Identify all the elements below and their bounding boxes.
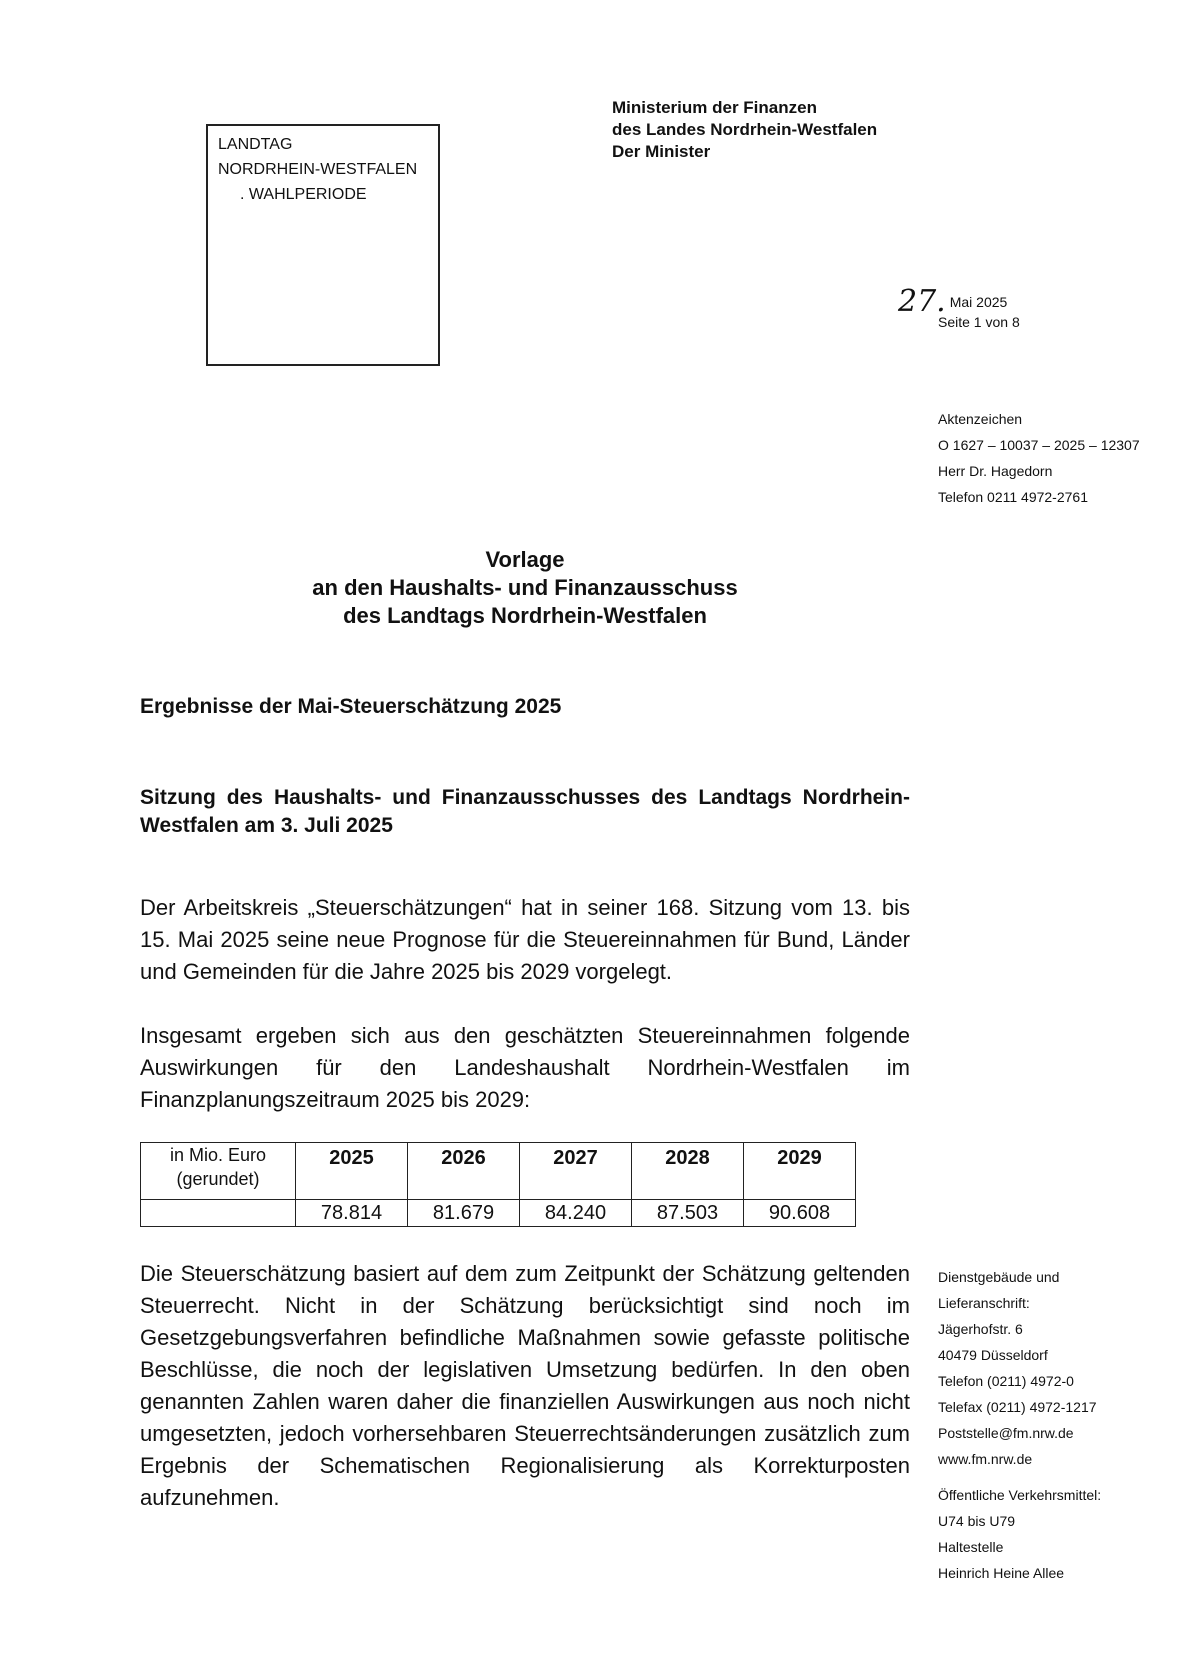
table-empty-cell [141, 1200, 296, 1227]
address-web: www.fm.nrw.de [938, 1451, 1033, 1467]
table-year-header: 2029 [744, 1143, 856, 1200]
reference-phone: Telefon 0211 4972-2761 [938, 489, 1088, 505]
table-year-header: 2026 [408, 1143, 520, 1200]
sender-ministry: Ministerium der Finanzen [612, 98, 817, 117]
table-value-cell: 90.608 [744, 1200, 856, 1227]
date-month-year: Mai 2025 [949, 294, 1008, 310]
table-year-header: 2027 [520, 1143, 632, 1200]
heading-line-1: Vorlage [485, 547, 565, 572]
reference-contact: Herr Dr. Hagedorn [938, 463, 1053, 479]
table-value-cell: 87.503 [632, 1200, 744, 1227]
ministry-address-sidebar [938, 1264, 1101, 1586]
stamp-line-landtag: LANDTAG [218, 136, 293, 153]
address-label: Lieferanschrift: [938, 1295, 1030, 1311]
address-street: Jägerhofstr. 6 [938, 1321, 1023, 1337]
tax-revenue-table [140, 1142, 856, 1227]
table-year-header: 2025 [296, 1143, 408, 1200]
sender-minister: Der Minister [612, 142, 711, 161]
sender-block [612, 97, 877, 163]
document-subject: Ergebnisse der Mai-Steuerschätzung 2025 [140, 695, 562, 718]
landtag-stamp-box [206, 124, 440, 366]
date-day-handwritten: 27. [898, 284, 946, 319]
transit-label: Öffentliche Verkehrsmittel: [938, 1487, 1102, 1503]
page-number: Seite 1 von 8 [938, 314, 1020, 330]
stamp-line-state: NORDRHEIN-WESTFALEN [218, 161, 418, 178]
transit-lines: U74 bis U79 [938, 1513, 1016, 1529]
reference-number: O 1627 – 10037 – 2025 – 12307 [938, 437, 1140, 453]
stop-name: Heinrich Heine Allee [938, 1565, 1065, 1581]
table-value-cell: 84.240 [520, 1200, 632, 1227]
reference-label: Aktenzeichen [938, 411, 1023, 427]
table-unit-cell: in Mio. Euro (gerundet) [141, 1143, 296, 1200]
heading-line-2: an den Haushalts- und Finanzausschuss [312, 575, 738, 600]
body-paragraph: Der Arbeitskreis „Steuerschätzungen“ hat in seiner 168. Sitzung vom 13. bis 15. Mai 2025 seine neue Prognose für die Steuereinnahmen für Bund, Länder und Gemeinden für die Jahre 2025 bis 2029 vorgelegt. [140, 895, 910, 984]
table-value-cell: 81.679 [408, 1200, 520, 1227]
address-city: 40479 Düsseldorf [938, 1347, 1048, 1363]
address-fax: Telefax (0211) 4972-1217 [938, 1399, 1097, 1415]
table-value-cell: 78.814 [296, 1200, 408, 1227]
stamp-line-period: . WAHLPERIODE [240, 186, 367, 203]
address-phone: Telefon (0211) 4972-0 [938, 1373, 1074, 1389]
stop-label: Haltestelle [938, 1539, 1004, 1555]
document-heading [0, 546, 1050, 630]
session-info: Sitzung des Haushalts- und Finanzausschusses des Landtags Nordrhein-Westfalen am 3. Juli 2025 [140, 786, 910, 837]
date-block [898, 284, 1020, 334]
heading-line-3: des Landtags Nordrhein-Westfalen [343, 603, 707, 628]
file-reference-block [938, 406, 1140, 510]
address-email: Poststelle@fm.nrw.de [938, 1425, 1074, 1441]
sender-state: des Landes Nordrhein-Westfalen [612, 120, 878, 139]
address-label: Dienstgebäude und [938, 1269, 1060, 1285]
table-row [141, 1200, 856, 1227]
body-paragraph: Insgesamt ergeben sich aus den geschätzten Steuereinnahmen folgende Auswirkungen für den Landeshaushalt Nordrhein-Westfalen im Finanzplanungszeitraum 2025 bis 2029: [140, 1023, 910, 1112]
spacer [938, 1472, 1101, 1482]
body-paragraph: Die Steuerschätzung basiert auf dem zum Zeitpunkt der Schätzung geltenden Steuerrecht. Nicht in der Schätzung berücksichtigt sind noch im Gesetzgebungsverfahren befindliche Maßnahmen sowie gefasste politische Beschlüsse, die noch der legislativen Umsetzung bedürfen. In den oben genannten Zahlen waren daher die finanziellen Auswirkungen aus noch nicht umgesetzten, jedoch vorhersehbaren Steuerrechtsänderungen zusätzlich zum Ergebnis der Schematischen Regionalisierung als Korrekturposten aufzunehmen. [140, 1261, 910, 1510]
table-year-header: 2028 [632, 1143, 744, 1200]
table-header-row [141, 1143, 856, 1200]
